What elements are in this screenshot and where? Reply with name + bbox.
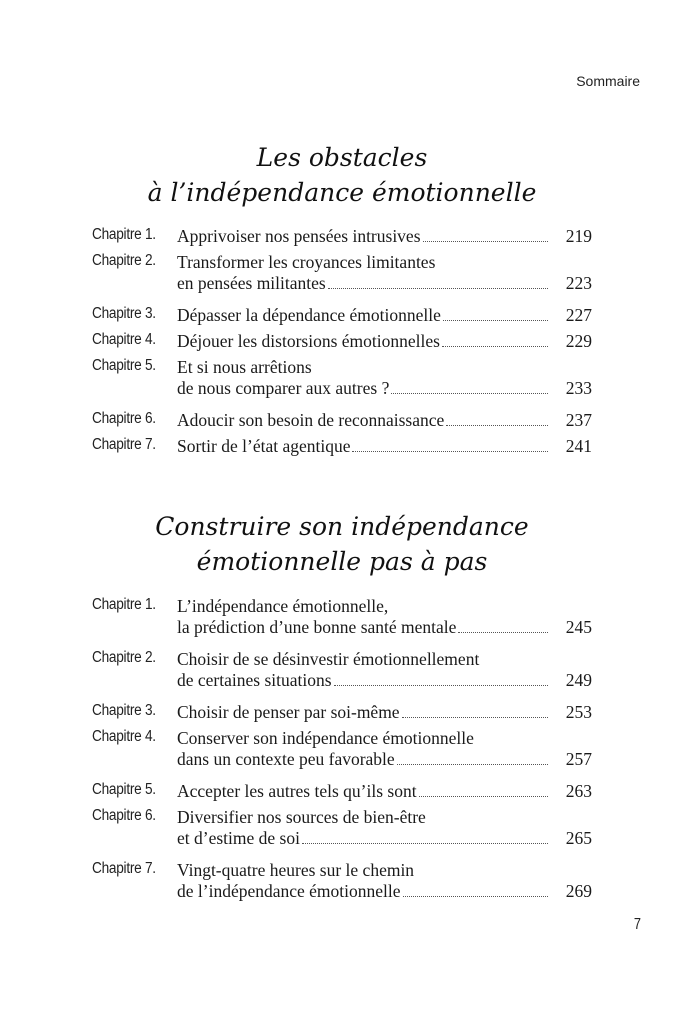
entry-title-line1: Et si nous arrêtions xyxy=(177,357,312,377)
page-ref: 263 xyxy=(565,781,592,801)
dot-leader xyxy=(328,287,548,289)
chapter-label: Chapitre 3. xyxy=(92,305,156,322)
entry-title: Accepter les autres tels qu’ils sont xyxy=(177,781,417,801)
dot-leader xyxy=(352,450,548,452)
toc-entry[interactable] xyxy=(92,226,592,252)
entry-title: de l’indépendance émotionnelle xyxy=(177,881,401,901)
dot-leader xyxy=(402,716,548,718)
section-title xyxy=(92,509,592,579)
chapter-label: Chapitre 2. xyxy=(92,649,156,666)
toc-entry[interactable] xyxy=(92,436,592,462)
page-ref: 237 xyxy=(565,410,592,430)
page-ref: 257 xyxy=(565,749,592,769)
dot-leader xyxy=(391,392,548,394)
toc-entry[interactable] xyxy=(92,305,592,331)
page-ref: 245 xyxy=(565,617,592,637)
dot-leader xyxy=(334,684,548,686)
page-ref: 253 xyxy=(565,702,592,722)
entry-title: Sortir de l’état agentique xyxy=(177,436,351,456)
toc-entry[interactable] xyxy=(92,357,592,410)
chapter-label: Chapitre 1. xyxy=(92,596,156,613)
toc-entry[interactable] xyxy=(92,596,592,649)
chapter-label: Chapitre 5. xyxy=(92,781,156,798)
section-title-line1: Les obstacles xyxy=(256,143,428,172)
entry-title: dans un contexte peu favorable xyxy=(177,749,395,769)
section-title xyxy=(92,140,592,210)
dot-leader xyxy=(403,895,548,897)
entry-title-line1: L’indépendance émotionnelle, xyxy=(177,596,389,616)
page-ref: 233 xyxy=(565,378,592,398)
toc-list xyxy=(92,226,592,462)
chapter-label: Chapitre 1. xyxy=(92,226,156,243)
entry-title: la prédiction d’une bonne santé mentale xyxy=(177,617,457,637)
section-title-line1: Construire son indépendance xyxy=(155,512,529,541)
section-title-line2: à l’indépendance émotionnelle xyxy=(147,178,537,207)
page-ref: 223 xyxy=(565,273,592,293)
chapter-label: Chapitre 5. xyxy=(92,357,156,374)
chapter-label: Chapitre 6. xyxy=(92,807,156,824)
dot-leader xyxy=(443,319,548,321)
entry-title: en pensées militantes xyxy=(177,273,326,293)
chapter-label: Chapitre 3. xyxy=(92,702,156,719)
entry-title-line1: Transformer les croyances limitantes xyxy=(177,252,436,272)
entry-title: Choisir de penser par soi-même xyxy=(177,702,400,722)
page-number: 7 xyxy=(633,916,642,933)
toc-entry[interactable] xyxy=(92,728,592,781)
page-ref: 229 xyxy=(565,331,592,351)
entry-title-line1: Conserver son indépendance émotionnelle xyxy=(177,728,474,748)
entry-title: Adoucir son besoin de reconnaissance xyxy=(177,410,445,430)
page-ref: 265 xyxy=(565,828,592,848)
toc-entry[interactable] xyxy=(92,649,592,702)
page-ref: 227 xyxy=(565,305,592,325)
toc-entry[interactable] xyxy=(92,781,592,807)
page-ref: 241 xyxy=(565,436,592,456)
entry-title-line1: Choisir de se désinvestir émotionnellement xyxy=(177,649,480,669)
toc-entry[interactable] xyxy=(92,410,592,436)
dot-leader xyxy=(423,240,548,242)
toc-entry[interactable] xyxy=(92,860,592,913)
dot-leader xyxy=(458,631,548,633)
toc-entry[interactable] xyxy=(92,807,592,860)
chapter-label: Chapitre 7. xyxy=(92,860,156,877)
dot-leader xyxy=(442,345,548,347)
chapter-label: Chapitre 4. xyxy=(92,331,156,348)
entry-title: de nous comparer aux autres ? xyxy=(177,378,390,398)
toc-entry[interactable] xyxy=(92,252,592,305)
entry-title: Apprivoiser nos pensées intrusives xyxy=(177,226,421,246)
dot-leader xyxy=(446,424,548,426)
toc-entry[interactable] xyxy=(92,331,592,357)
page-ref: 219 xyxy=(565,226,592,246)
dot-leader xyxy=(419,795,548,797)
toc-entry[interactable] xyxy=(92,702,592,728)
chapter-label: Chapitre 6. xyxy=(92,410,156,427)
dot-leader xyxy=(397,763,548,765)
entry-title: Déjouer les distorsions émotionnelles xyxy=(177,331,440,351)
entry-title-line1: Vingt-quatre heures sur le chemin xyxy=(177,860,415,880)
entry-title-line1: Diversifier nos sources de bien-être xyxy=(177,807,426,827)
chapter-label: Chapitre 4. xyxy=(92,728,156,745)
dot-leader xyxy=(302,842,548,844)
chapter-label: Chapitre 2. xyxy=(92,252,156,269)
page-ref: 249 xyxy=(565,670,592,690)
toc-list xyxy=(92,596,592,913)
entry-title: de certaines situations xyxy=(177,670,332,690)
section-title-line2: émotionnelle pas à pas xyxy=(196,547,488,576)
entry-title: et d’estime de soi xyxy=(177,828,300,848)
entry-title: Dépasser la dépendance émotionnelle xyxy=(177,305,441,325)
chapter-label: Chapitre 7. xyxy=(92,436,156,453)
page-ref: 269 xyxy=(565,881,592,901)
running-header: Sommaire xyxy=(576,73,640,89)
